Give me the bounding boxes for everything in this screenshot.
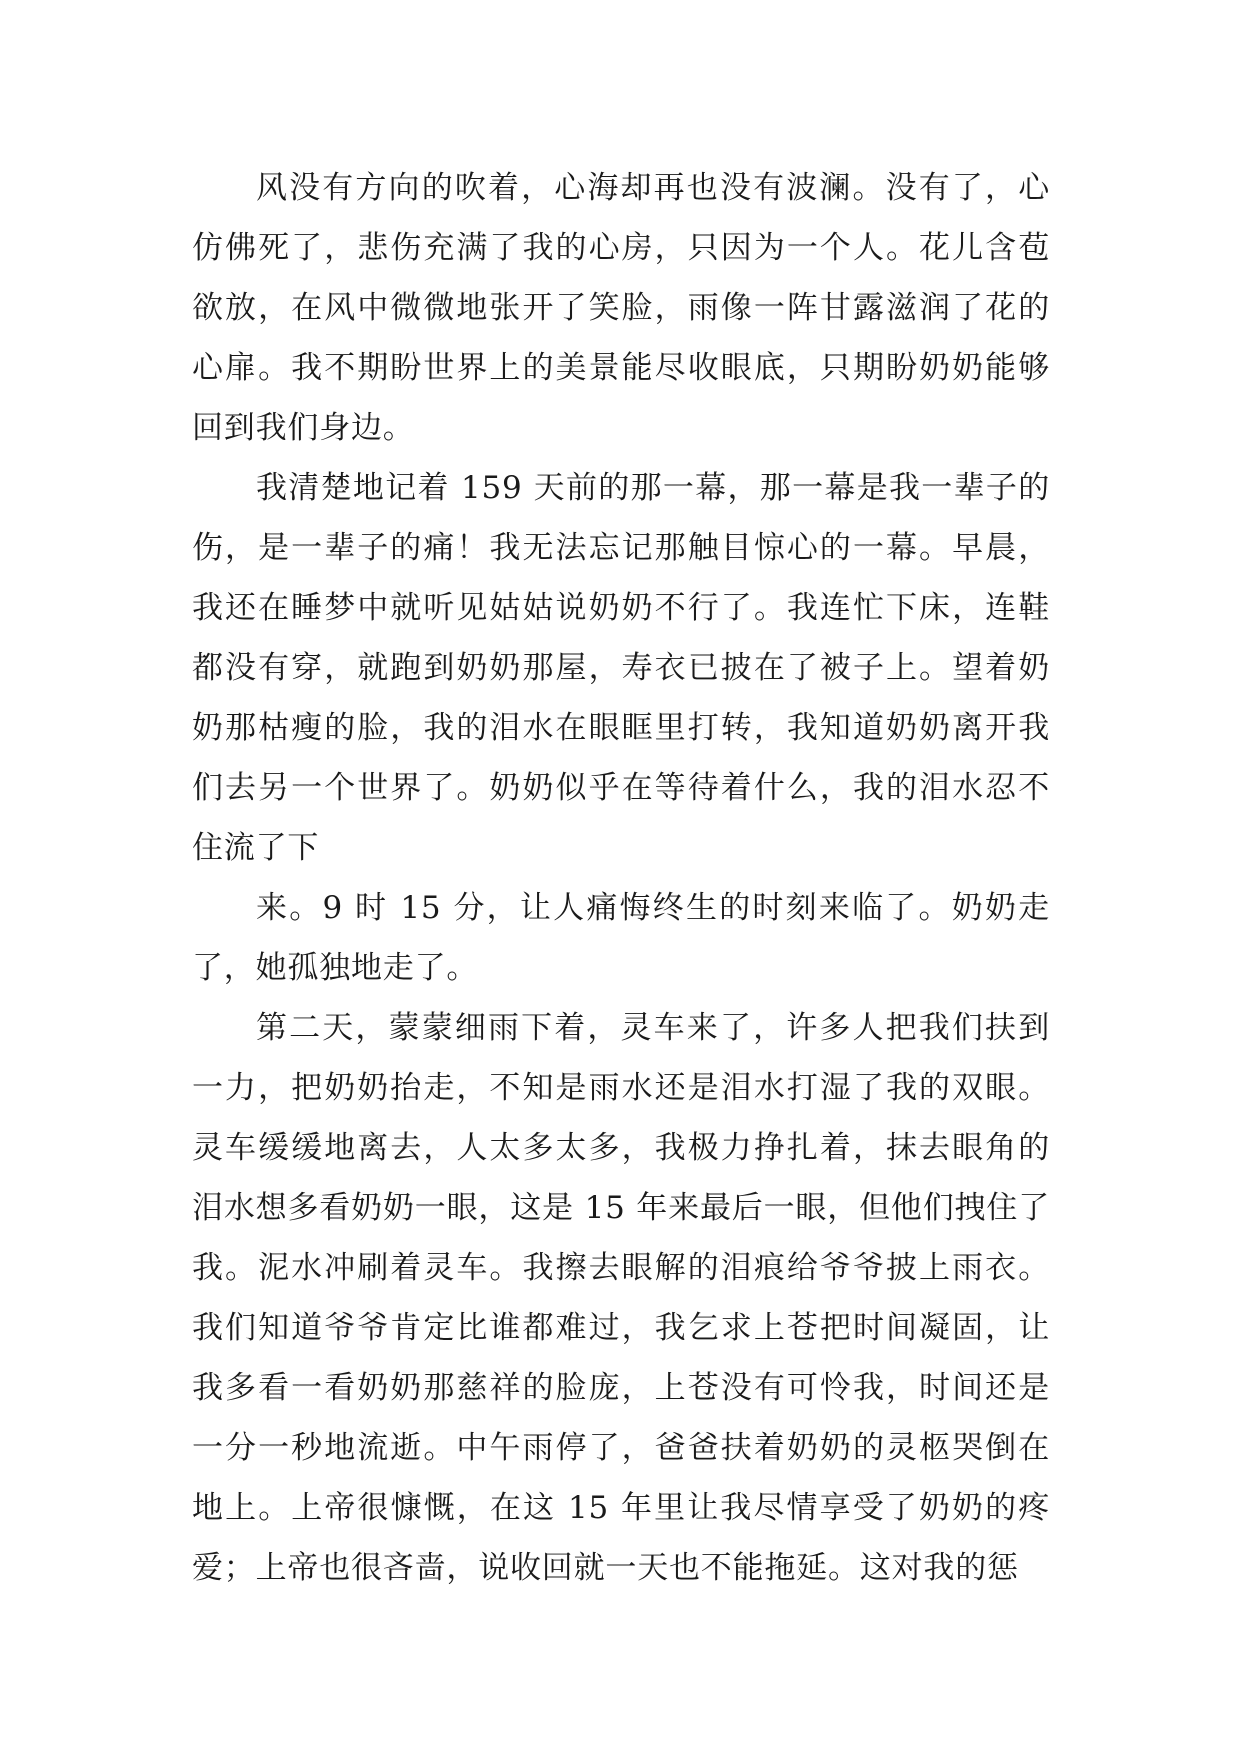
paragraph-1: 风没有方向的吹着，心海却再也没有波澜。没有了，心仿佛死了，悲伤充满了我的心房，只因为一个人。花儿含苞欲放，在风中微微地张开了笑脸，雨像一阵甘露滋润了花的心扉。我不期盼世界上的美景能尽收眼底，只期盼奶奶能够回到我们身边。 <box>192 170 1050 446</box>
paragraph-2: 我清楚地记着 159 天前的那一幕，那一幕是我一辈子的伤，是一辈子的痛！我无法忘记那触目惊心的一幕。早晨，我还在睡梦中就听见姑姑说奶奶不行了。我连忙下床，连鞋都没有穿，就跑到奶奶那屋，寿衣已披在了被子上。望着奶奶那枯瘦的脸，我的泪水在眼眶里打转，我知道奶奶离开我们去另一个世界了。奶奶似乎在等待着什么，我的泪水忍不住流了下 <box>192 470 1050 866</box>
paragraph-3: 来。9 时 15 分，让人痛悔终生的时刻来临了。奶奶走了，她孤独地走了。 <box>192 890 1050 986</box>
essay-body <box>192 158 1050 1598</box>
paragraph-4: 第二天，蒙蒙细雨下着，灵车来了，许多人把我们扶到一力，把奶奶抬走，不知是雨水还是泪水打湿了我的双眼。灵车缓缓地离去，人太多太多，我极力挣扎着，抹去眼角的泪水想多看奶奶一眼，这是 15 年来最后一眼，但他们拽住了我。泥水冲刷着灵车。我擦去眼解的泪痕给爷爷披上雨衣。我们知道爷爷肯定比谁都难过，我乞求上苍把时间凝固，让我多看一看奶奶那慈祥的脸庞，上苍没有可怜我，时间还是一分一秒地流逝。中午雨停了，爸爸扶着奶奶的灵柩哭倒在地上。上帝很慷慨，在这 15 年里让我尽情享受了奶奶的疼爱；上帝也很吝啬，说收回就一天也不能拖延。这对我的惩 <box>192 1010 1050 1586</box>
